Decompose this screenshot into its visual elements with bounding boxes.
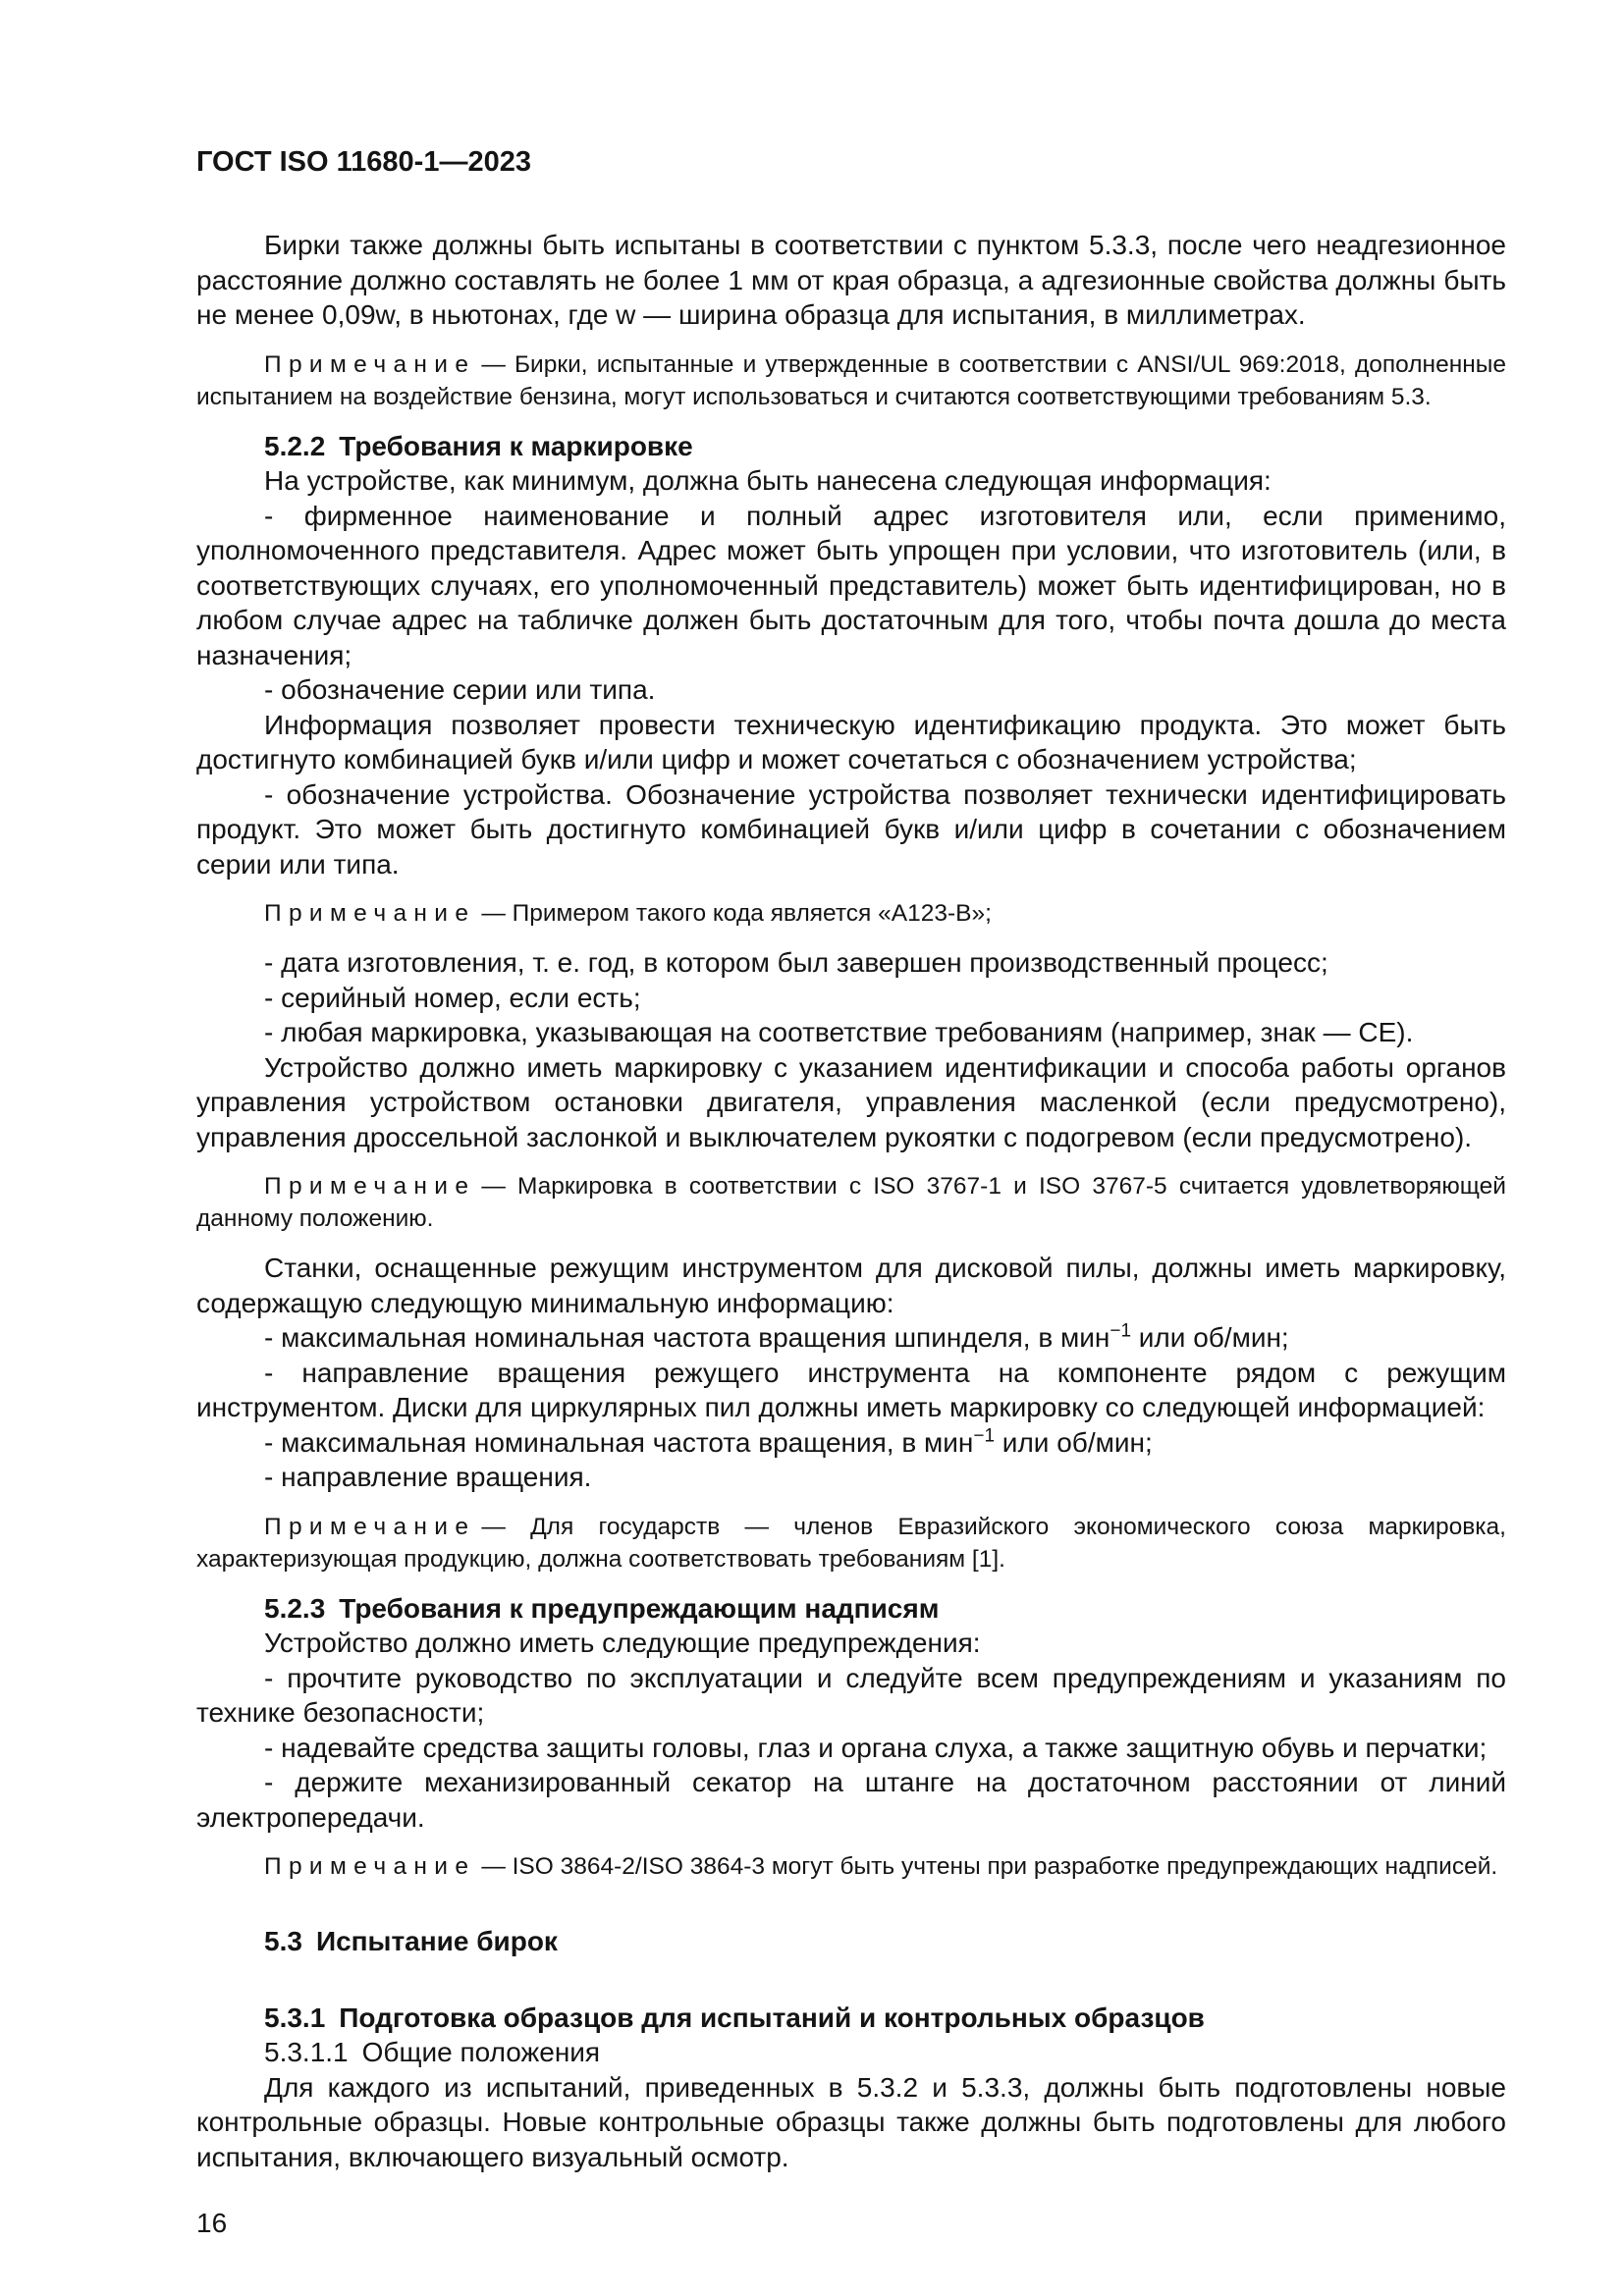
paragraph-controls-marking: Устройство должно иметь маркировку с указанием идентификации и способа работы органов управления устройством остановки двигателя, управления масленкой (если предусмотрено), управления дроссельной заслонкой и выключателем рукоятки с подогревом (если предусмотрено).	[196, 1051, 1506, 1152]
note-text: — Для государств — членов Евразийского экономического союза маркировка, характеризующая продукцию, должна соответствовать требованиям [1].	[196, 1513, 1506, 1573]
page-number: 16	[196, 2208, 228, 2238]
section-number: 5.2.3	[264, 1592, 326, 1624]
note-label: Примечание	[264, 1173, 476, 1200]
note-ansi-ul	[196, 348, 1506, 413]
list-item-protective-equipment: - надевайте средства защиты головы, глаз и органа слуха, а также защитную обувь и перчатки;	[264, 1732, 1488, 1763]
list-item-rotation-direction-tool: - направление вращения режущего инструмента на компоненте рядом с режущим инструментом. Диски для циркулярных пил должны иметь маркировку со следующей информацией:	[196, 1357, 1506, 1422]
section-heading-5-2-3	[196, 1591, 1506, 1627]
list-item-max-speed	[196, 1425, 1506, 1461]
section-heading-5-3	[196, 1924, 1506, 1959]
section-number: 5.3	[264, 1926, 302, 1956]
list-item-read-manual: - прочтите руководство по эксплуатации и следуйте всем предупреждениям и указаниям по технике безопасности;	[196, 1662, 1506, 1728]
note-label: Примечание	[264, 1853, 476, 1880]
list-item-conformity-marking: - любая маркировка, указывающая на соответствие требованиям (например, знак — CE).	[264, 1017, 1414, 1047]
paragraph-control-samples: Для каждого из испытаний, приведенных в 5.3.2 и 5.3.3, должны быть подготовлены новые контрольные образцы. Новые контрольные образцы также должны быть подготовлены для любого испытания, включающего визуальный осмотр.	[196, 2071, 1506, 2172]
list-item-device-designation: - обозначение устройства. Обозначение устройства позволяет технически идентифицировать продукт. Это может быть достигнуто комбинацией букв и/или цифр в сочетании с обозначением серии или типа.	[196, 778, 1506, 880]
note-text: — ISO 3864-2/ISO 3864-3 могут быть учтены при разработке предупреждающих надписей.	[481, 1853, 1498, 1880]
paragraph-circular-saw: Станки, оснащенные режущим инструментом для дисковой пилы, должны иметь маркировку, содержащую следующую минимальную информацию:	[196, 1253, 1506, 1318]
page-content	[196, 147, 1506, 2239]
list-item-text: - максимальная номинальная частота вращения, в мин	[264, 1426, 974, 1458]
note-iso-3864	[196, 1850, 1506, 1883]
running-header: ГОСТ ISO 11680-1—2023	[196, 146, 531, 178]
list-item-serial-number: - серийный номер, если есть;	[264, 982, 641, 1013]
paragraph-labels-test: Бирки также должны быть испытаны в соответствии с пунктом 5.3.3, после чего неадгезионное расстояние должно составлять не более 1 мм от края образца, а адгезионные свойства должны быть не менее 0,09w, в ньютонах, где w — ширина образца для испытания, в миллиметрах.	[196, 230, 1506, 330]
section-number: 5.2.2	[264, 430, 326, 461]
note-label: Примечание	[264, 900, 476, 927]
note-text: — Бирки, испытанные и утвержденные в соответствии с ANSI/UL 969:2018, дополненные испытанием на воздействие бензина, могут использоваться и считаются соответствующими требованиям 5.3.	[196, 350, 1506, 410]
section-title: Подготовка образцов для испытаний и контрольных образцов	[339, 2002, 1205, 2033]
list-item-manufacture-date: - дата изготовления, т. е. год, в котором был завершен производственный процесс;	[264, 947, 1328, 978]
list-item-text: или об/мин;	[1131, 1322, 1289, 1353]
section-title: Требования к маркировке	[339, 430, 693, 461]
note-code-example	[196, 897, 1506, 930]
paragraph-warnings-intro: Устройство должно иметь следующие предупреждения:	[264, 1628, 981, 1658]
note-text: — Маркировка в соответствии с ISO 3767-1 и ISO 3767-5 считается удовлетворяющей данному положению.	[196, 1173, 1506, 1232]
superscript: −1	[973, 1425, 996, 1447]
note-label: Примечание	[264, 1513, 476, 1540]
section-number: 5.3.1.1	[264, 2037, 349, 2067]
list-item-text: или об/мин;	[995, 1426, 1153, 1458]
list-item-power-lines: - держите механизированный секатор на штанге на достаточном расстоянии от линий электропередачи.	[196, 1767, 1506, 1833]
list-item-spindle-speed	[196, 1320, 1506, 1356]
section-heading-5-2-2	[196, 429, 1506, 464]
superscript: −1	[1110, 1320, 1132, 1342]
list-item-series-type: - обозначение серии или типа.	[264, 674, 656, 705]
section-title: Испытание бирок	[315, 1926, 558, 1956]
list-item-rotation-direction: - направление вращения.	[264, 1462, 592, 1492]
section-title: Общие положения	[361, 2037, 601, 2067]
section-number: 5.3.1	[264, 2002, 326, 2033]
note-iso-3767	[196, 1170, 1506, 1235]
list-item-manufacturer-name: - фирменное наименование и полный адрес изготовителя или, если применимо, уполномоченного представителя. Адрес может быть упрощен при условии, что изготовитель (или, в соответствующих случаях, его уполномоченный представитель) может быть идентифицирован, но в любом случае адрес на табличке должен быть достаточным для того, чтобы почта дошла до места назначения;	[196, 500, 1506, 670]
section-title: Требования к предупреждающим надписям	[339, 1592, 940, 1624]
list-item-text: - максимальная номинальная частота вращения шпинделя, в мин	[264, 1322, 1110, 1353]
paragraph-marking-intro: На устройстве, как минимум, должна быть нанесена следующая информация:	[264, 465, 1272, 496]
note-eaeu	[196, 1511, 1506, 1575]
paragraph-identification-info: Информация позволяет провести техническую идентификацию продукта. Это может быть достигнуто комбинацией букв и/или цифр и может сочетаться с обозначением устройства;	[196, 709, 1506, 774]
section-heading-5-3-1-1	[196, 2035, 1506, 2070]
note-label: Примечание	[264, 350, 476, 378]
note-text: — Примером такого кода является «А123-В»;	[481, 900, 992, 927]
section-heading-5-3-1	[196, 2001, 1506, 2036]
